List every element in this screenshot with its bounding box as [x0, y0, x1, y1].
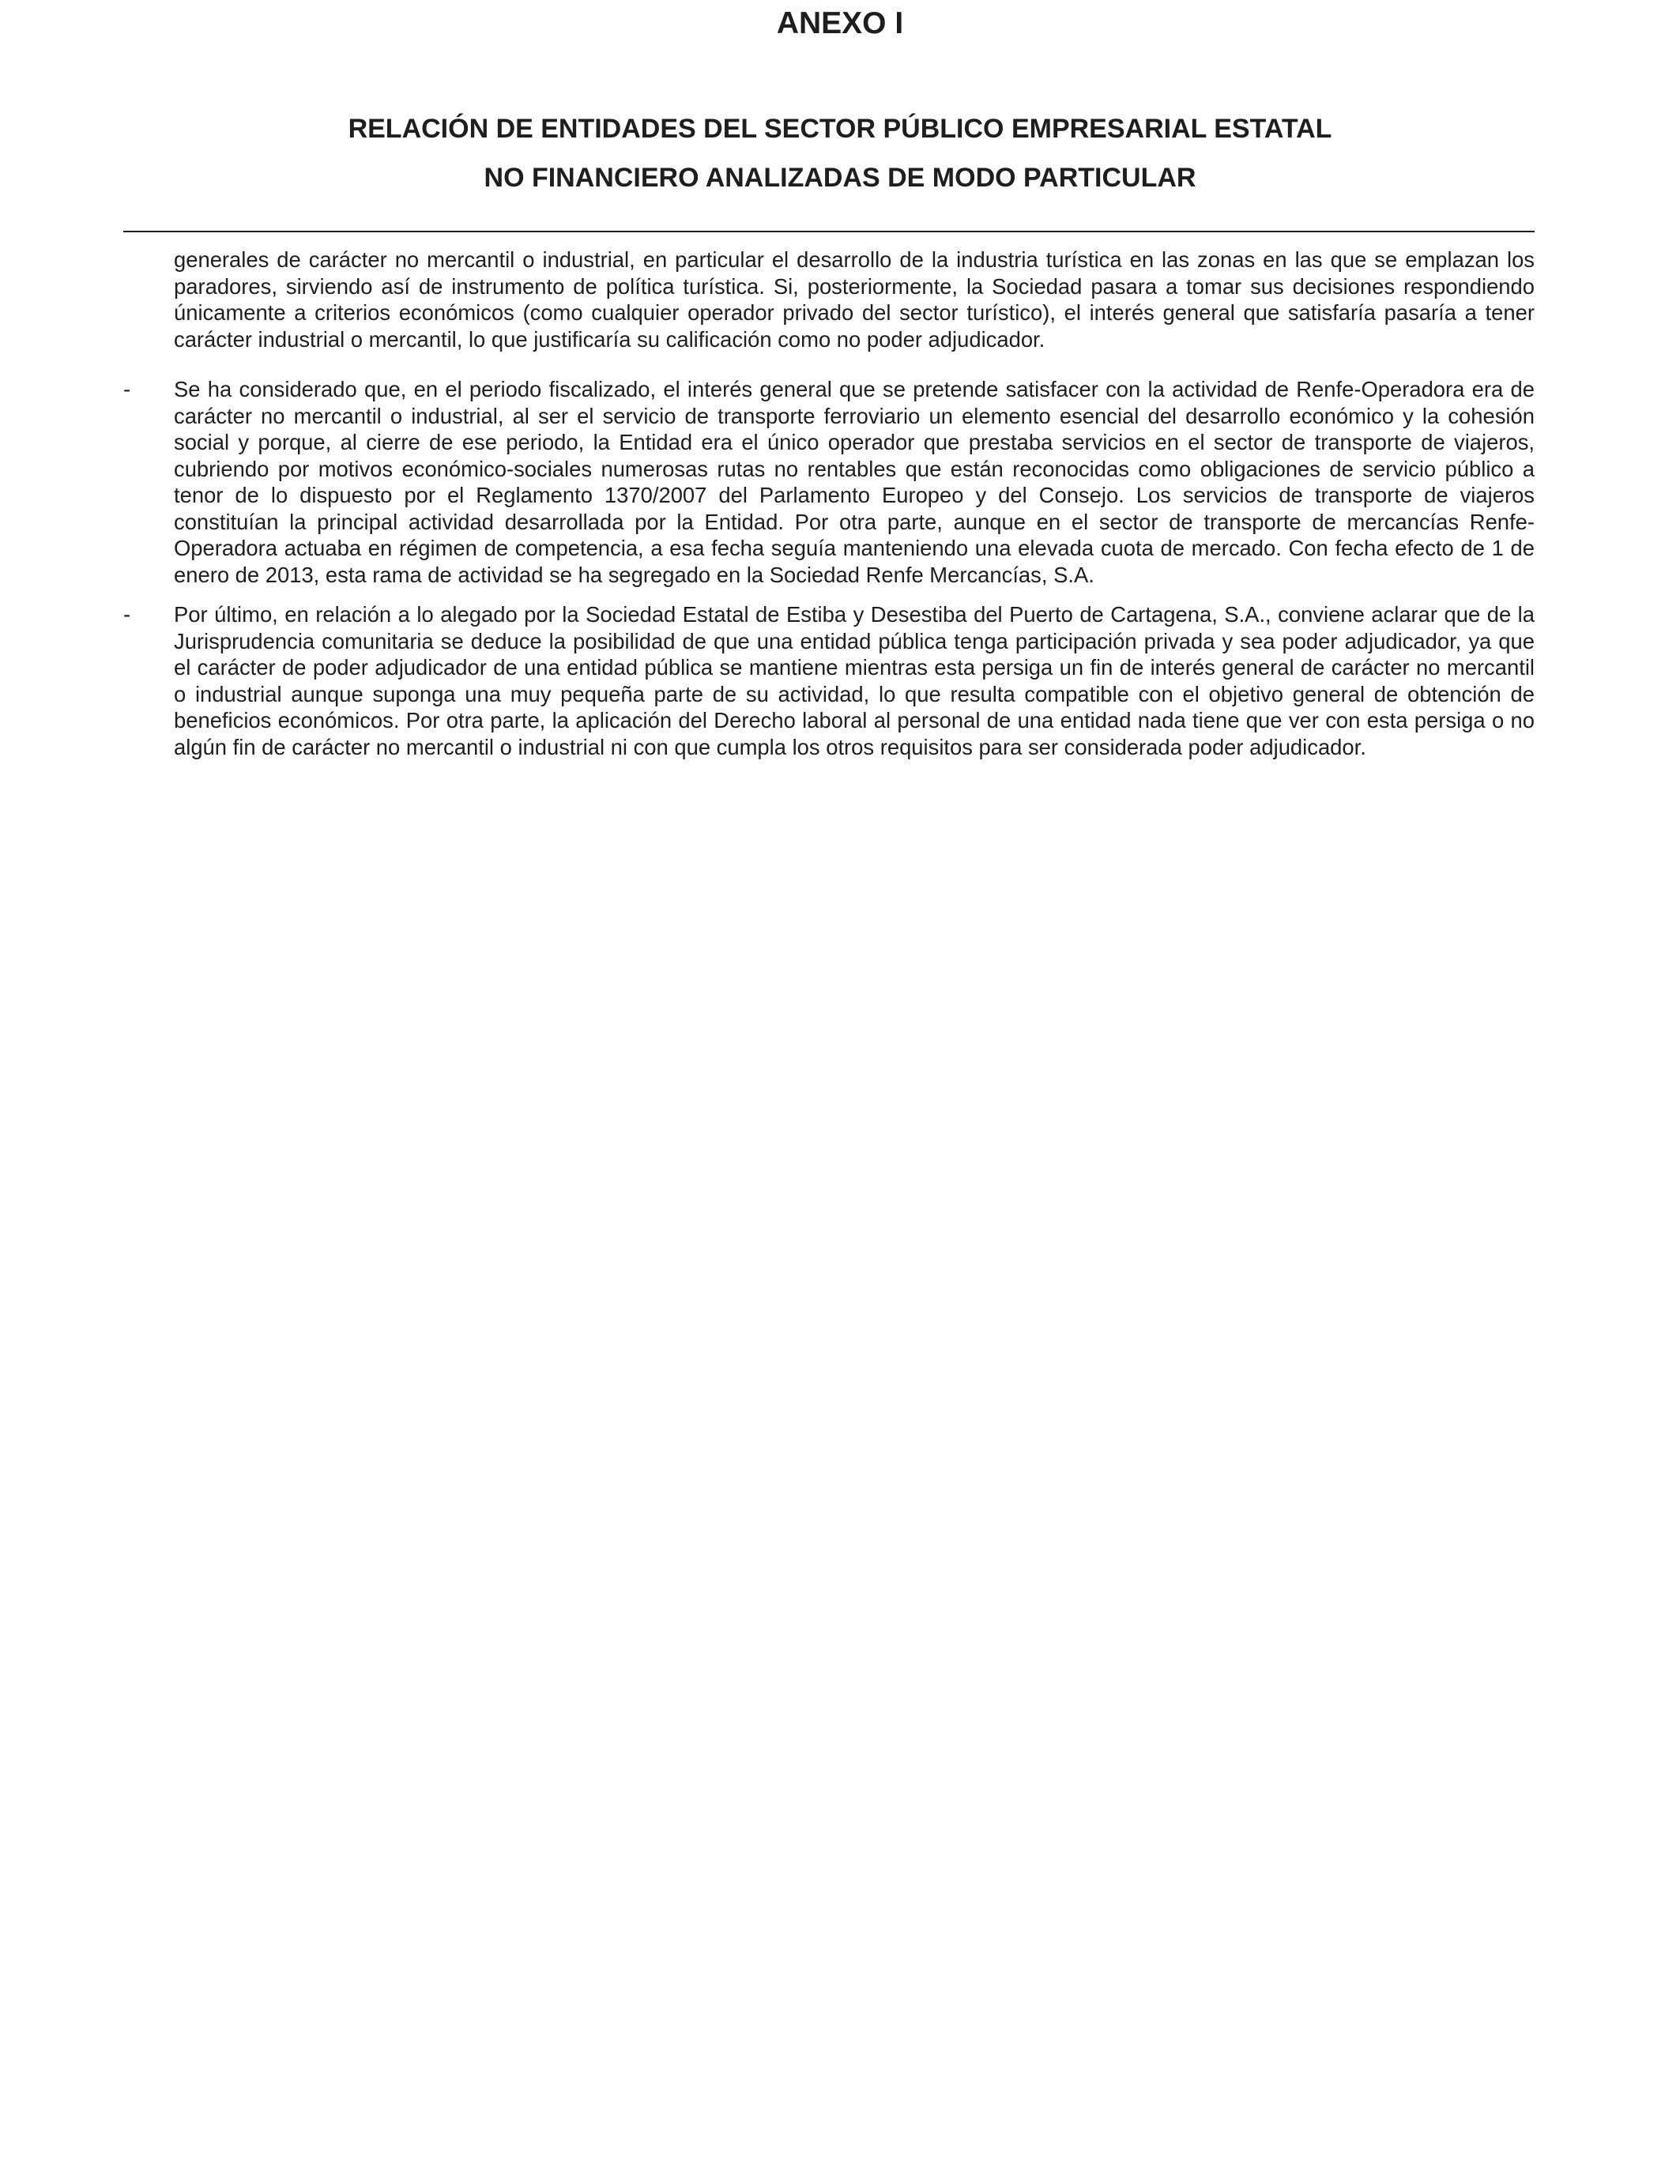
page-title: ANEXO I — [776, 6, 904, 40]
bullet-dash: - — [123, 377, 131, 401]
paragraph-continuation — [123, 247, 1535, 352]
paragraph-text: Por último, en relación a lo alegado por la Sociedad Estatal de Estiba y Desestiba del Puerto de Cartagena, S.A., conviene aclarar que de la Jurisprudencia comunitaria se deduce la posibilidad de que una entidad pública tenga participación privada y sea poder adjudicador, ya que el carácter de poder adjudicador de una entidad pública se mantiene mientras esta persiga un fin de interés general de carácter no mercantil o industrial aunque suponga una muy pequeña parte de su actividad, lo que resulta compatible con el objetivo general de obtención de beneficios económicos. Por otra parte, la aplicación del Derecho laboral al personal de una entidad nada tiene que ver con esta persiga o no algún fin de carácter no mercantil o industrial ni con que cumpla los otros requisitos para ser considerada poder adjudicador. — [174, 602, 1535, 759]
bullet-dash: - — [123, 602, 131, 627]
header-divider — [123, 231, 1535, 232]
bullet-paragraph-cartagena — [123, 601, 1535, 760]
paragraph-text: generales de carácter no mercantil o industrial, en particular el desarrollo de la industria turística en las zonas en las que se emplazan los paradores, sirviendo así de instrumento de política turística. Si, posteriormente, la Sociedad pasara a tomar sus decisiones respondiendo únicamente a criterios económicos (como cualquier operador privado del sector turístico), el interés general que satisfaría pasaría a tener carácter industrial o mercantil, lo que justificaría su calificación como no poder adjudicador. — [174, 247, 1535, 352]
paragraph-text: Se ha considerado que, en el periodo fiscalizado, el interés general que se pretende satisfacer con la actividad de Renfe-Operadora era de carácter no mercantil o industrial, al ser el servicio de transporte ferroviario un elemento esencial del desarrollo económico y la cohesión social y porque, al cierre de ese periodo, la Entidad era el único operador que prestaba servicios en el sector de transporte de viajeros, cubriendo por motivos económico-sociales numerosas rutas no rentables que están reconocidas como obligaciones de servicio público a tenor de lo dispuesto por el Reglamento 1370/2007 del Parlamento Europeo y del Consejo. Los servicios de transporte de viajeros constituían la principal actividad desarrollada por la Entidad. Por otra parte, aunque en el sector de transporte de mercancías Renfe-Operadora actuaba en régimen de competencia, a esa fecha seguía manteniendo una elevada cuota de mercado. Con fecha efecto de 1 de enero de 2013, esta rama de actividad se ha segregado en la Sociedad Renfe Mercancías, S.A. — [174, 377, 1535, 587]
page-subtitle-line-1: RELACIÓN DE ENTIDADES DEL SECTOR PÚBLICO EMPRESARIAL ESTATAL — [348, 114, 1332, 144]
bullet-paragraph-renfe — [123, 376, 1535, 588]
document-body — [123, 247, 1535, 774]
page-subtitle-line-2: NO FINANCIERO ANALIZADAS DE MODO PARTICULAR — [484, 163, 1196, 193]
